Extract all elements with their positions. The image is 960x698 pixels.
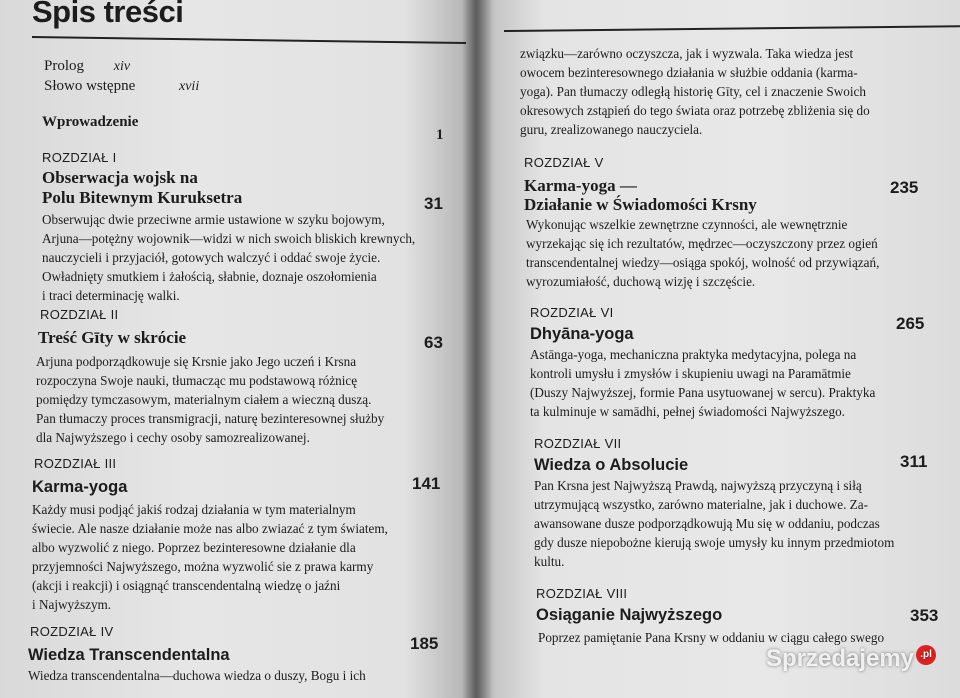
chapter-label: ROZDZIAŁ VI	[530, 305, 614, 320]
chapter-title[interactable]: Polu Bitewnym Kuruksetra	[42, 188, 243, 207]
chapter-page: 185	[410, 634, 439, 653]
book-spine-shadow	[462, 0, 492, 698]
chapter-label: ROZDZIAŁ VIII	[536, 586, 628, 601]
chapter-title[interactable]: Karma-yoga —	[524, 176, 637, 195]
chapter-description: Arjuna podporządkowuje się Krsnie jako Jego uczeń i Krsna rozpoczyna Swoje nauki, tłumacząc mu podstawową różnicę pomiędzy tymczasowym, materialnym ciałem a wieczną duszą. Pan tłumaczy proces transmigracji, naturę bezinteresownej służby dla Najwyższego i cechy osoby samozrealizowanej.	[36, 354, 385, 445]
chapter-page: 311	[900, 452, 928, 471]
site-watermark	[766, 645, 936, 673]
watermark-text: Sprzedajemy	[766, 645, 915, 672]
chapter-page: 235	[890, 178, 919, 197]
chapter-label: ROZDZIAŁ I	[42, 150, 117, 165]
chapter-title[interactable]: Dhyāna-yoga	[530, 325, 634, 343]
header-rule	[504, 25, 960, 32]
left-page	[0, 0, 476, 698]
chapter-label: ROZDZIAŁ VII	[534, 436, 622, 451]
chapter-title[interactable]: Osiąganie Najwyższego	[536, 606, 723, 624]
chapter-page: 265	[896, 314, 925, 333]
chapter-page: 63	[424, 333, 443, 352]
chapter-description: Wiedza transcendentalna—duchowa wiedza o duszy, Bogu i ich	[28, 668, 366, 683]
chapter-label: ROZDZIAŁ III	[34, 456, 117, 471]
entry-label: Prolog	[44, 58, 85, 74]
chapter-title[interactable]: Działanie w Świadomości Krsny	[524, 195, 757, 214]
chapter-title[interactable]: Treść Gīty w skrócie	[38, 328, 187, 347]
chapter-title[interactable]: Wiedza Transcendentalna	[28, 646, 230, 664]
toc-entry-wprowadzenie[interactable]: Wprowadzenie	[42, 114, 139, 130]
toc-entry-slowo-wstepne[interactable]	[44, 78, 199, 95]
title-rule	[32, 36, 466, 44]
chapter-description: Obserwując dwie przeciwne armie ustawione w szyku bojowym, Arjuna—potężny wojownik—widzi w nich swoich bliskich krewnych, nauczycieli i przyjaciół, gotowych walczyć i oddać swoje życie. Owładnięty smutkiem i żałością, słabnie, doznaje oszołomienia i traci determinację walki.	[42, 212, 416, 303]
chapter-description: Astānga-yoga, mechaniczna praktyka medytacyjna, polega na kontroli umysłu i zmysłów i skupieniu uwagi na Paramātmie (Duszy Najwyższej, formie Pana usytuowanej w sercu). Praktyka ta kulminuje w samādhi, pełnej świadomości Najwyższego.	[530, 347, 876, 419]
chapter-description: Wykonując wszelkie zewnętrzne czynności, ale wewnętrznie wyrzekając się ich rezultatów, mędrzec—oczyszczony przez ogień transcendentalnej wiedzy—osiąga spokój, wolność od przywiązań, wyrozumiałość, duchową wizję i szczęście.	[526, 217, 880, 289]
chapter-title[interactable]: Karma-yoga	[32, 478, 128, 496]
chapter-label: ROZDZIAŁ V	[524, 155, 604, 170]
chapter-label: ROZDZIAŁ IV	[30, 624, 114, 639]
intro-page: 1	[436, 127, 444, 143]
chapter-description-continued: związku—zarówno oczyszcza, jak i wyzwala. Taka wiedza jest owocem bezinteresownego działania w służbie oddania (karma- yoga). Pan tłumaczy odległą historię Gīty, cel i znaczenie Swoich okresowych zstąpień do tego świata oraz potrzebę zbliżenia się do guru, zrealizowanego nauczyciela.	[520, 46, 870, 137]
entry-page: xiv	[113, 59, 131, 74]
chapter-label: ROZDZIAŁ II	[40, 307, 119, 322]
chapter-description: Poprzez pamiętanie Pana Krsny w oddaniu w ciągu całego swego	[538, 630, 885, 645]
entry-label: Słowo wstępne	[44, 78, 136, 94]
page-title: Spis treści	[32, 0, 184, 29]
entry-page: xvii	[179, 79, 200, 94]
chapter-page: 141	[412, 474, 441, 493]
toc-entry-prolog[interactable]	[44, 58, 130, 75]
watermark-badge: .pl	[916, 645, 936, 665]
chapter-page: 353	[910, 606, 939, 625]
chapter-title[interactable]: Wiedza o Absolucie	[534, 456, 689, 474]
chapter-page: 31	[424, 194, 443, 213]
right-page	[476, 0, 960, 698]
chapter-title[interactable]: Obserwacja wojsk na	[42, 168, 198, 187]
chapter-description: Każdy musi podjąć jakiś rodzaj działania w tym materialnym świecie. Ale nasze działanie może nas albo zwiazać z tym światem, albo wyzwolić z niego. Poprzez bezinteresowne działanie dla przyjemności Najwyższego, można wyzwolić sie z prawa karmy (akcji i reakcji) i osiągnąć transcendentalną wiedzę o jaźni i Najwyższym.	[32, 502, 388, 612]
chapter-description: Pan Krsna jest Najwyższą Prawdą, najwyższą przyczyną i siłą utrzymującą wszystko, zarówno materialne, jak i duchowe. Za- awansowane dusze podporządkowują Mu się w oddaniu, podczas gdy dusze niepobożne kierują swoje umysły ku innym przedmiotom kultu.	[534, 478, 895, 569]
